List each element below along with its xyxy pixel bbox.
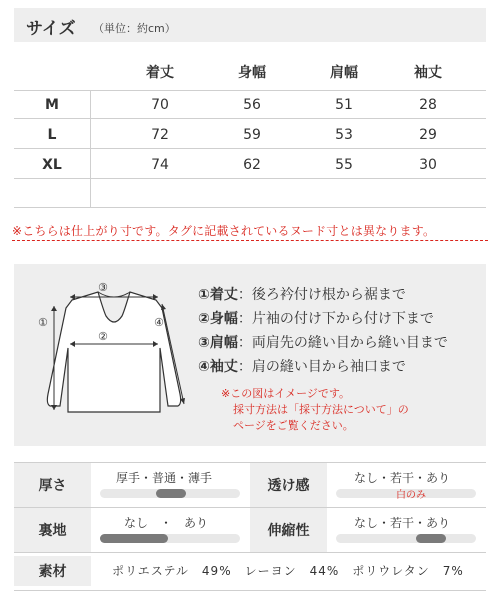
list-item	[198, 284, 448, 308]
table-cell: 59	[243, 127, 261, 143]
measure-key: ②身幅	[198, 311, 238, 327]
fit-note: ※こちらは仕上がり寸です。タグに記載されているヌード寸とは異なります。	[12, 224, 436, 238]
measure-key: ④袖丈	[198, 359, 238, 375]
thickness-label: 厚さ	[14, 463, 91, 507]
marker-2: ②	[98, 330, 108, 343]
table-divider	[14, 90, 486, 91]
marker-3: ③	[98, 281, 108, 294]
size-label: XL	[42, 157, 62, 173]
column-header-shoulder: 肩幅	[330, 65, 358, 81]
list-item	[198, 308, 448, 332]
size-title: サイズ	[26, 19, 76, 39]
shoulder-arrowhead-left	[70, 294, 75, 300]
attr-row-stretch	[250, 508, 486, 552]
size-unit: （単位：約cm）	[93, 22, 176, 35]
diagram-note-line: ※この図はイメージです。	[221, 387, 351, 400]
table-column-divider	[90, 90, 91, 207]
transparency-label: 透け感	[250, 463, 327, 507]
size-table-header-row	[14, 58, 486, 90]
table-cell: 53	[335, 127, 353, 143]
measure-desc: ：後ろ衿付け根から裾まで	[237, 287, 406, 303]
table-divider	[14, 148, 486, 149]
size-header	[14, 8, 486, 42]
thickness-options: 厚手・普通・薄手	[116, 471, 213, 485]
length-arrowhead-top	[51, 306, 57, 311]
table-cell: 74	[151, 157, 169, 173]
table-cell: 72	[151, 127, 169, 143]
lining-label: 裏地	[14, 508, 91, 552]
table-cell: 28	[419, 97, 437, 113]
list-item	[198, 332, 448, 356]
stretch-track	[336, 534, 476, 543]
note-divider	[12, 240, 488, 241]
measure-key: ③肩幅	[198, 335, 238, 351]
list-item	[198, 356, 448, 380]
shirt-outline	[47, 292, 180, 412]
attr-divider	[14, 552, 486, 553]
transparency-options: なし・若干・あり	[354, 471, 451, 485]
lining-indicator	[100, 534, 168, 543]
size-label: L	[47, 127, 57, 143]
stretch-indicator	[416, 534, 446, 543]
stretch-options: なし・若干・あり	[354, 516, 451, 530]
attr-row-transparency	[250, 463, 486, 507]
size-label: M	[45, 97, 59, 113]
attr-divider	[14, 590, 486, 591]
material-text: ポリエステル 49% レーヨン 44% ポリウレタン 7%	[112, 564, 464, 578]
measure-desc: ：肩の縫い目から袖口まで	[237, 359, 406, 375]
table-cell: 51	[335, 97, 353, 113]
shoulder-arrowhead-right	[153, 294, 158, 300]
table-cell: 56	[243, 97, 261, 113]
column-header-sleeve: 袖丈	[414, 65, 442, 81]
length-arrowhead-bottom	[51, 405, 57, 410]
lining-options: なし ・ あり	[124, 516, 209, 530]
attr-row-lining	[14, 508, 250, 552]
material-label: 素材	[14, 556, 91, 586]
marker-4: ④	[154, 316, 164, 329]
diagram-note-line: ページをご覧ください。	[233, 419, 354, 432]
stretch-label: 伸縮性	[250, 508, 327, 552]
table-divider	[14, 178, 486, 179]
attr-row-thickness	[14, 463, 250, 507]
transparency-note: 白のみ	[396, 490, 426, 501]
measurement-list	[198, 284, 448, 380]
column-header-width: 身幅	[238, 65, 266, 81]
marker-1: ①	[38, 316, 48, 329]
measure-key: ①着丈	[198, 287, 238, 303]
measure-desc: ：両肩先の縫い目から縫い目まで	[237, 335, 448, 351]
table-row	[14, 90, 486, 120]
table-cell: 70	[151, 97, 169, 113]
diagram-note	[221, 386, 409, 434]
table-divider	[14, 118, 486, 119]
measure-desc: ：片袖の付け下から付け下まで	[237, 311, 434, 327]
table-cell: 30	[419, 157, 437, 173]
table-cell: 62	[243, 157, 261, 173]
column-header-length: 着丈	[146, 65, 174, 81]
table-row	[14, 150, 486, 180]
attr-row-material	[14, 556, 486, 586]
size-table	[14, 58, 486, 180]
table-cell: 29	[419, 127, 437, 143]
table-row	[14, 120, 486, 150]
diagram-note-line: 採寸方法は「採寸方法について」の	[233, 403, 409, 416]
table-cell: 55	[335, 157, 353, 173]
thickness-indicator	[156, 489, 186, 498]
table-divider	[14, 207, 486, 208]
